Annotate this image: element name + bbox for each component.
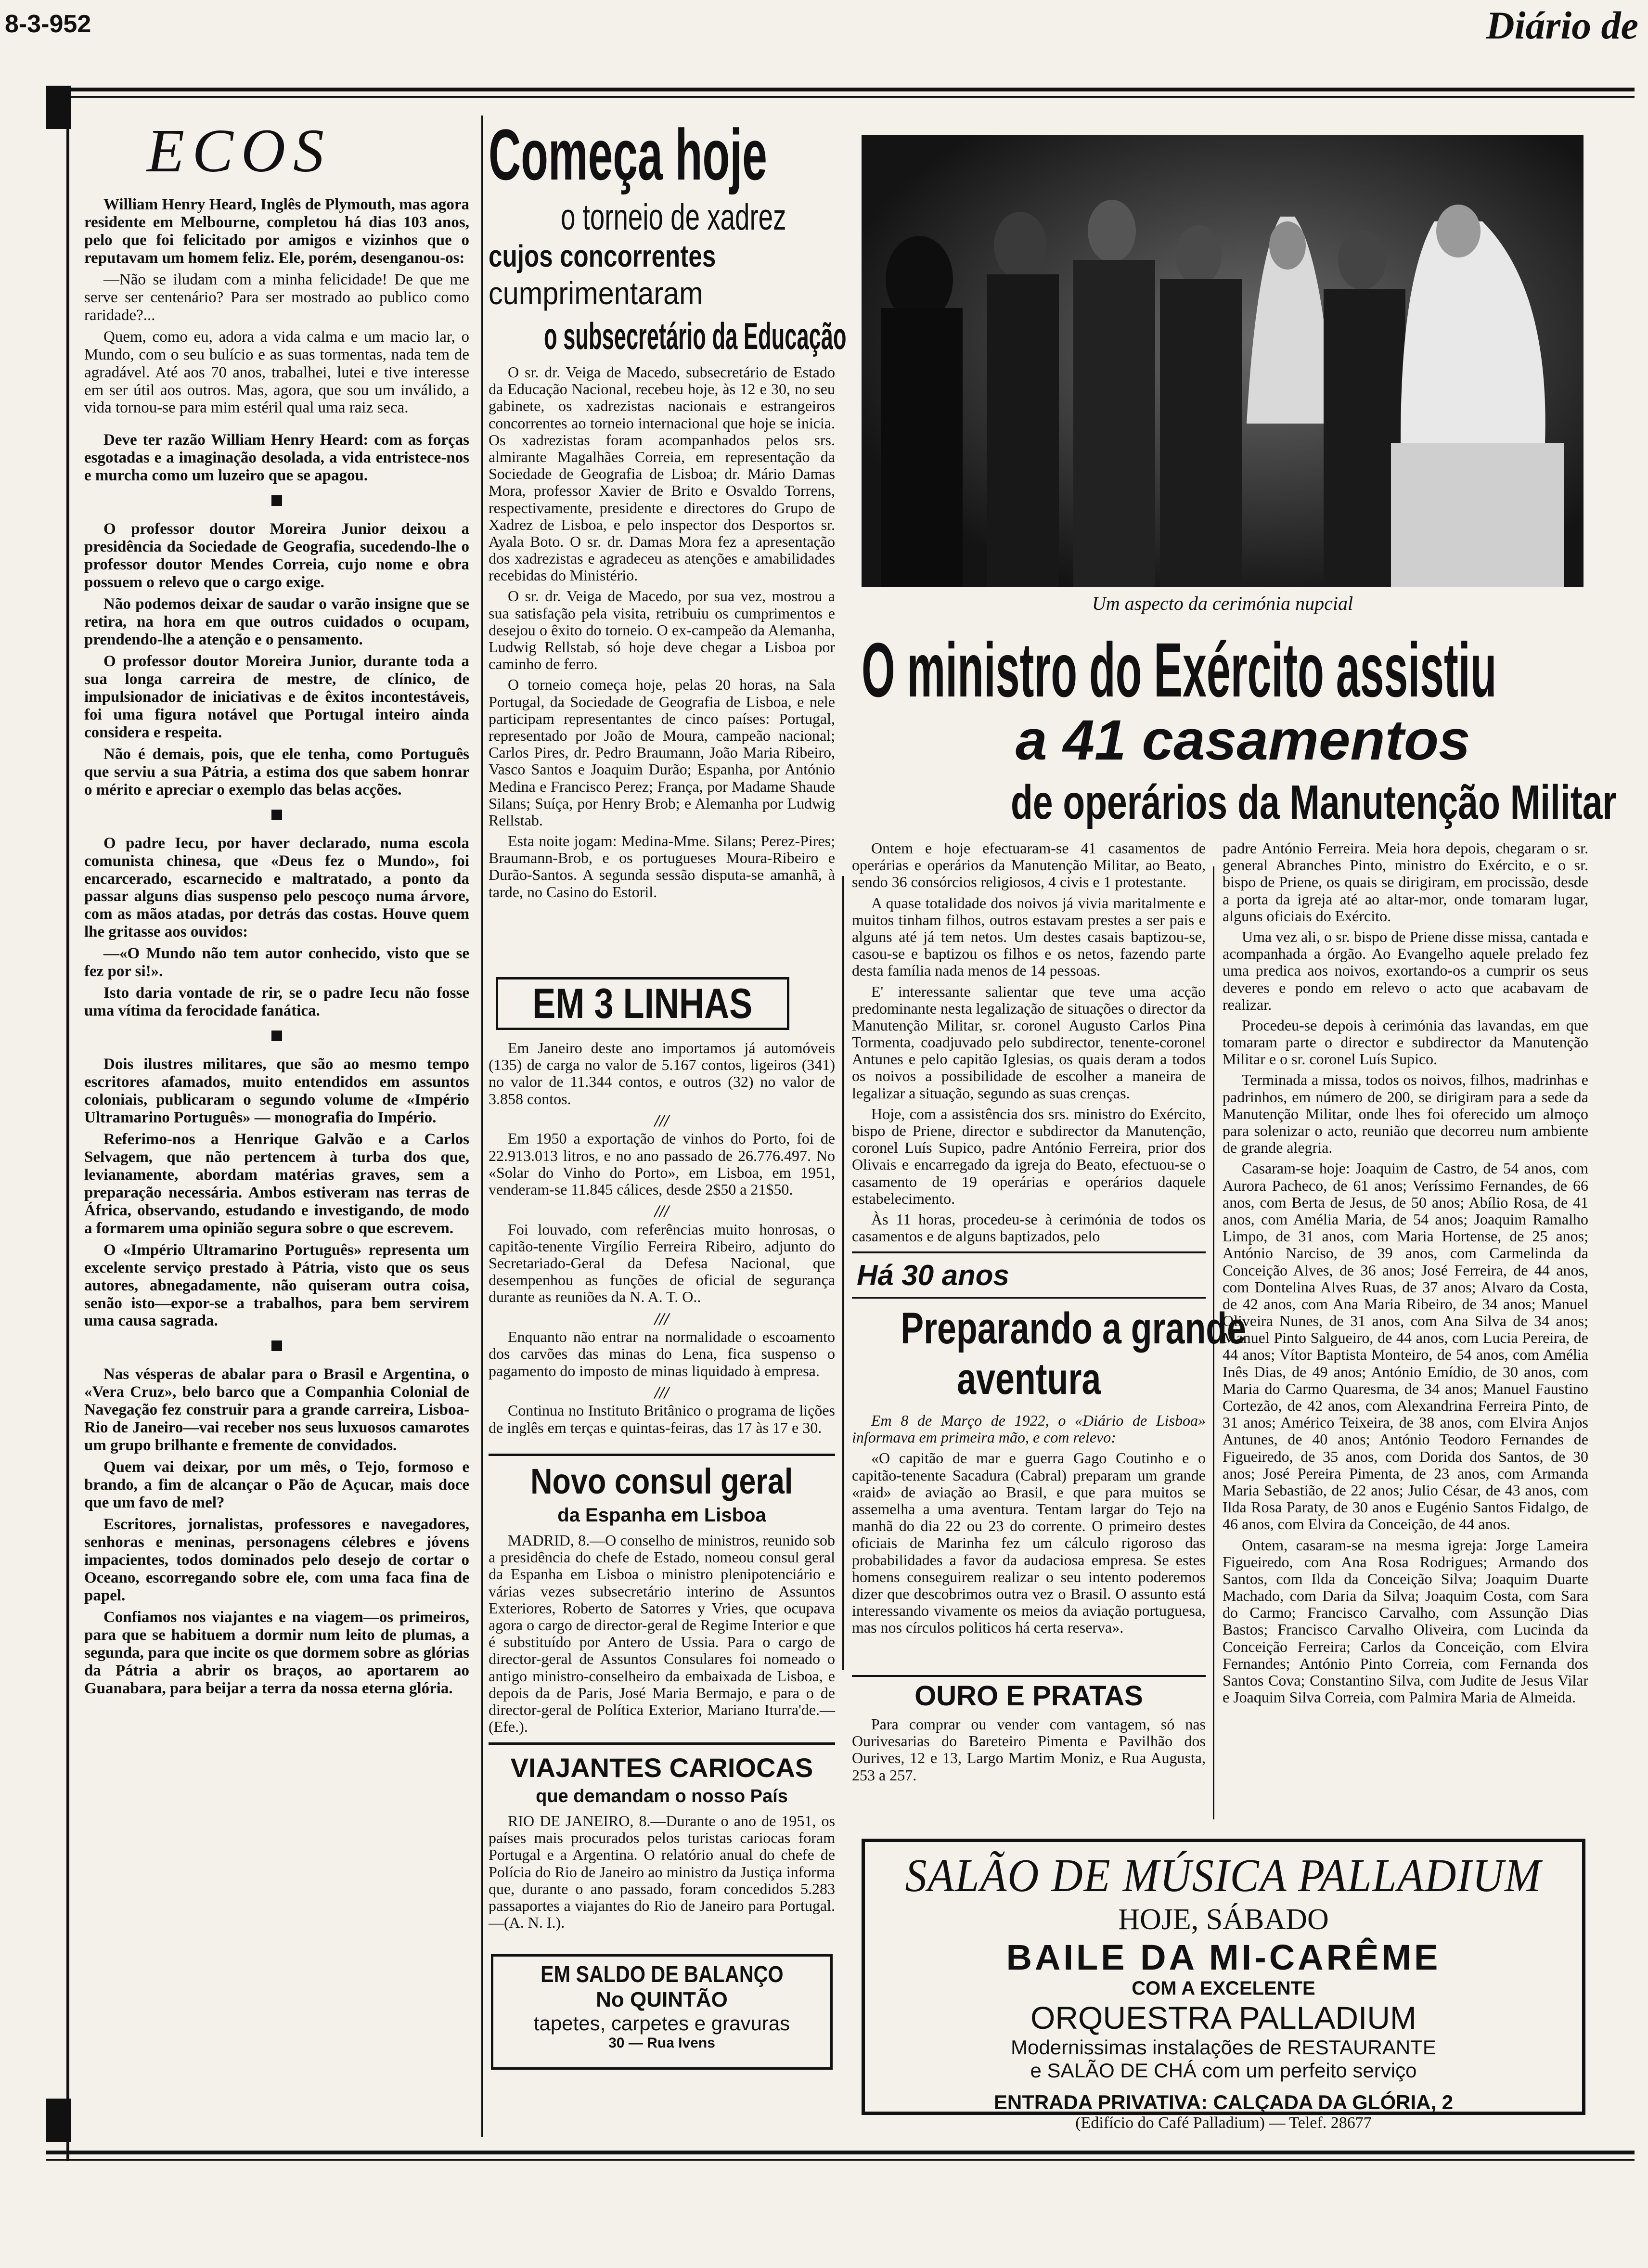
left-margin-bar-bottom xyxy=(46,2099,71,2142)
ecos-title: ECOS xyxy=(147,116,332,185)
ha30-kicker-rule xyxy=(852,1297,1206,1299)
ecos-text xyxy=(84,196,469,1698)
ecos-paragraph: Dois ilustres militares, que são ao mesmo tempo escritores afamados, muito entendidos em assuntos coloniais, publicaram o segundo volume de «Império Ultramarino Português» — monografia do Império. xyxy=(84,1056,469,1126)
ecos-paragraph: O padre Iecu, por haver declarado, numa escola comunista chinesa, que «Deus fez o Mundo», foi encarcerado, escarnecido e maltratado, a ponto da passar alguns dias suspenso pelo pescoço numa árvore, com as mãos atadas, por detrás das costas. Houve quem lhe gritasse aos ouvidos: xyxy=(84,834,469,941)
cariocas-headline: VIAJANTES CARIOCAS xyxy=(510,1753,813,1783)
photo-caption: Um aspecto da cerimónia nupcial xyxy=(1092,593,1353,614)
em-3-linhas-title-box xyxy=(496,977,789,1030)
casamentos-text-col1 xyxy=(852,840,1206,1245)
left-margin-line xyxy=(66,91,69,2161)
linhas-paragraph: Continua no Instituto Britânico o programa de lições de inglês em terças e quintas-feiras, das 17 às 17 e 30. xyxy=(489,1402,835,1436)
ecos-paragraph: —Não se iludam com a minha felicidade! De que me serve ser centenário? Para ser mostrado ao publico como raridade?... xyxy=(84,271,469,324)
casamentos-headline-1: O ministro do Exército assistiu xyxy=(862,627,1497,713)
ha30-headline-1: Preparando a grande xyxy=(901,1304,1247,1353)
column-divider-2 xyxy=(842,876,844,1670)
consul-top-rule xyxy=(489,1454,835,1456)
ecos-paragraph: O professor doutor Moreira Junior deixou a presidência da Sociedade de Geografia, sucedendo-lhe o professor doutor Mendes Correia, cujo nome e obra possuem o relevo que o cargo exige. xyxy=(84,520,469,592)
page-date: 8-3-952 xyxy=(5,10,91,38)
linhas-separator: /// xyxy=(654,1201,669,1221)
top-rule-thin xyxy=(46,96,1635,98)
casamentos-paragraph: Ontem, casaram-se na mesma igreja: Jorge Lameira Figueiredo, com Ana Rosa Rodrigues; Armando dos Santos, com Ilda da Conceição Silva; Joaquim Duarte Machado, com Daria da Silva; Joaquim Costa, com Sara do Carmo; Francisco Carvalho, com Assunção Dias Bastos; Francisco Carvalho Oliveira, com Lucinda da Conceição Ferreira; Carlos da Conceição, com Elvira Fernandes; António Pinto Correia, com Fernanda dos Santos Cova; Constantino Silva, com Judite de Jesus Vilar e Joaquim Silva Correia, com Palmira Maria de Almeida. xyxy=(1223,1536,1588,1706)
saldo-line-2: No QUINTÃO xyxy=(596,1988,728,2011)
casamentos-headline-3: de operários da Manutenção Militar xyxy=(1011,775,1617,829)
em-3-linhas-text xyxy=(489,1040,835,1436)
linhas-separator: /// xyxy=(654,1382,669,1402)
ecos-paragraph: Não é demais, pois, que ele tenha, como Português que serviu a sua Pátria, a estima dos que sabem honrar o mérito e apreciar o exemplo das belas acções. xyxy=(84,745,469,799)
ouro-text xyxy=(852,1716,1206,1784)
ouro-paragraph: Para comprar ou vender com vantagem, só nas Ourivesarias do Bareteiro Pimenta e Pavilhão dos Ourives, 12 e 13, Largo Martim Moniz, e Rua Augusta, 253 a 257. xyxy=(852,1715,1206,1784)
xadrez-headline-4: cumprimentaram xyxy=(489,275,703,311)
consul-paragraph: MADRID, 8.—O conselho de ministros, reunido sob a presidência do chefe de Estado, nomeou consul geral da Espanha em Lisboa o ministro plenipotenciário e várias vezes subsecretário interino de Assuntos Exteriores, Roberto de Satorres y Vries, que ocupava agora o cargo de director-geral de Regime Interior e que é substituído por Antero de Ussia. Para o cargo de director-geral de Assuntos Consulares foi nomeado o antigo ministro-conselheiro da embaixada de Lisboa, e depois da de Paris, José Maria Bermajo, e para o de director-geral de Política Exterior, Mariano Iturra'de.—(Efe.). xyxy=(489,1532,835,1736)
cariocas-subheadline: que demandam o nosso País xyxy=(536,1786,788,1806)
ecos-paragraph: Quem vai deixar, por um mês, o Tejo, formoso e brando, a fim de alcançar o Pão de Açucar, mais doce que um favo de mel? xyxy=(84,1458,469,1512)
ecos-paragraph: William Henry Heard, Inglês de Plymouth, mas agora residente em Melbourne, completou há dias 103 anos, pelo que foi felicitado por amigos e vizinhos que o reputavam um homem feliz. Ele, porém, desenganou-os: xyxy=(84,196,469,267)
separator-dot-icon xyxy=(271,1340,282,1351)
casamentos-paragraph: A quase totalidade dos noivos já vivia maritalmente e muitos tinham filhos, outros estavam prestes a ser pais e alguns até já tem netos. Um destes casais baptizou-se, casou-se e baptizou os filhos e os netos, fazendo parte desta família nada menos de 14 pessoas. xyxy=(852,894,1206,979)
ecos-paragraph: O professor doutor Moreira Junior, durante toda a sua longa carreira de mestre, de clínico, de impulsionador de iniciativas e de êxitos incontestáveis, foi uma figura notável que Portugal inteiro ainda considera e respeita. xyxy=(84,652,469,741)
bottom-rule-thick xyxy=(46,2151,1635,2154)
ha30-top-rule xyxy=(852,1251,1206,1253)
ecos-paragraph: Deve ter razão William Henry Heard: com as forças esgotadas e a imaginação desolada, a vida entristece-nos e murcha como um luzeiro que se apagou. xyxy=(84,431,469,485)
xadrez-text xyxy=(489,364,835,901)
palladium-line-4: COM A EXCELENTE xyxy=(1132,1978,1315,1999)
linhas-separator: /// xyxy=(654,1110,669,1130)
ecos-paragraph: Isto daria vontade de rir, se o padre Iecu não fosse uma vítima da ferocidade fanática. xyxy=(84,984,469,1020)
ecos-column xyxy=(84,116,469,2132)
cariocas-text xyxy=(489,1813,835,1931)
ha30-intro: Em 8 de Março de 1922, o «Diário de Lisboa» informava em primeira mão, e com relevo: xyxy=(852,1412,1206,1446)
saldo-line-4: 30 — Rua Ivens xyxy=(608,2035,715,2051)
ha30-article xyxy=(852,1259,1247,1673)
separator-dot-icon xyxy=(271,1031,282,1041)
ha30-headline-2: aventura xyxy=(956,1354,1101,1404)
column-divider-1 xyxy=(481,116,483,2137)
casamentos-paragraph: Terminada a missa, todos os noivos, filhos, madrinhas e padrinhos, em número de 200, se dirigiram para a sede da Manutenção Militar, onde lhes foi oferecido um almoço para solenizar o acto, reunião que decorreu num ambiente de grande alegria. xyxy=(1223,1071,1588,1157)
ecos-paragraph: Confiamos nos viajantes e na viagem—os primeiros, para que se habituem a dormir num leito de plumas, a segunda, para que incite os que dormem sobre as glórias da Pátria a abrir os braços, ao aportarem ao Guanabara, para beijar a terra da nossa eterna glória. xyxy=(84,1608,469,1697)
xadrez-paragraph: Esta noite jogam: Medina-Mme. Silans; Perez-Pires; Braumann-Brob, e os portugueses Moura-Ribeiro e Durão-Santos. A segunda sessão disputa-se amanhã, à tarde, no Casino do Estoril. xyxy=(489,832,835,901)
palladium-line-2: HOJE, SÁBADO xyxy=(1118,1903,1329,1936)
ouro-top-rule xyxy=(852,1675,1206,1677)
masthead: Diário de xyxy=(1486,3,1638,47)
casamentos-paragraph: Ontem e hoje efectuaram-se 41 casamentos de operárias e operários da Manutenção Militar, ao Beato, sendo 36 consórcios religiosos, 4 civis e 1 protestante. xyxy=(852,839,1206,891)
palladium-line-9: (Edifício do Café Palladium) — Telef. 28677 xyxy=(1075,2114,1372,2132)
xadrez-article xyxy=(489,113,847,979)
xadrez-headline-5: o subsecretário da Educação xyxy=(544,315,847,357)
palladium-line-5: ORQUESTRA PALLADIUM xyxy=(1030,2000,1416,2036)
ecos-paragraph: Quem, como eu, adora a vida calma e um macio lar, o Mundo, com o seu bulício e as suas tormentas, nada tem de agradável. Até aos 70 anos, trabalhei, lutei e tive interesse em ser útil aos outros. Mas, agora, que sou um inválido, a vida tornou-se para mim estéril qual uma raiz seca. xyxy=(84,328,469,417)
palladium-line-3: BAILE DA MI-CARÊME xyxy=(1006,1937,1441,1977)
cariocas-paragraph: RIO DE JANEIRO, 8.—Durante o ano de 1951, os países mais procurados pelos turistas cariocas foram Portugal e a Argentina. O relatório anual do chefe de Polícia do Rio de Janeiro ao ministro da Justiça informa que, durante o ano passado, foram concedidos 5.283 passaportes a viajantes do Rio de Janeiro para Portugal.—(A. N. I.). xyxy=(489,1812,835,1932)
xadrez-paragraph: O torneio começa hoje, pelas 20 horas, na Sala Portugal, da Sociedade de Geografia de Lisboa, e nele participam representantes de cinco países: Portugal, representado por João de Moura, campeão nacional; Carlos Pires, dr. Pedro Braumann, João Maria Ribeiro, Vasco Santos e Joaquim Durão; Espanha, por António Medina e Francisco Perez; França, por Madame Shaude Silans; Suíça, por Henry Brob; e Alemanha por Ludwig Rellstab. xyxy=(489,676,835,829)
linhas-paragraph: Em Janeiro deste ano importamos já automóveis (135) de carga no valor de 5.167 contos, ligeiros (341) no valor de 11.344 contos, e outros (32) no valor de 3.858 contos. xyxy=(489,1039,835,1108)
xadrez-paragraph: O sr. dr. Veiga de Macedo, subsecretário de Estado da Educação Nacional, recebeu hoje, às 12 e 30, no seu gabinete, os xadrezistas nacionais e estrangeiros concorrentes ao torneio internacional que hoje se inicia. Os xadrezistas foram acompanhados pelos srs. almirante Magalhães Correia, em representação da Sociedade de Geografia de Lisboa; dr. Mário Damas Mora, professor Xavier de Brito e Osvaldo Torrens, respectivamente, presidente e directores do Grupo de Xadrez de Lisboa, e pelo inspector dos Desportos sr. Ayala Boto. O sr. dr. Damas Mora fez a apresentação dos xadrezistas e agradeceu as atenções e amabilidades recebidas do Ministério. xyxy=(489,363,835,584)
separator-dot-icon xyxy=(271,810,282,820)
ha30-paragraph: «O capitão de mar e guerra Gago Coutinho e o capitão-tenente Sacadura (Cabral) preparam um grande «raid» de aviação ao Brasil, e que para muitos se assemelha a uma aventura. Tentam largar do Tejo na manhã do dia 22 ou 23 do corrente. O primeiro destes oficiais de Marinha fez um cálculo rigoroso das probabilidades a favor da audaciosa empresa. Se estes homens conseguirem realizar o seu intento poderemos dizer que descobrimos outra vez o Brasil. O assunto está interessando vivamente os meios da aviação portuguesa, mas nos círculos politicos há certa reserva». xyxy=(852,1449,1206,1637)
palladium-line-8: ENTRADA PRIVATIVA: CALÇADA DA GLÓRIA, 2 xyxy=(993,2091,1454,2113)
casamentos-text-col2 xyxy=(1223,840,1588,1706)
wedding-photo xyxy=(862,135,1584,587)
consul-subheadline: da Espanha em Lisboa xyxy=(557,1505,766,1526)
saldo-line-3: tapetes, carpetes e gravuras xyxy=(533,2012,790,2035)
ecos-paragraph: Escritores, jornalistas, professores e navegadores, senhoras e meninas, personagens célebres e jóvens impacientes, todos dominados pelo desejo de cortar o Oceano, escorregando sobre ele, com uma faca fina de papel. xyxy=(84,1516,469,1604)
casamentos-paragraph: Às 11 horas, procedeu-se à cerimónia de todos os casamentos e de alguns baptizados, pelo xyxy=(852,1210,1206,1245)
casamentos-article-col1 xyxy=(852,840,1206,1273)
linhas-paragraph: Em 1950 a exportação de vinhos do Porto, foi de 22.913.013 litros, e no ano passado de 26.776.497. No «Solar do Vinho do Porto», em Lisboa, em 1951, venderam-se 11.845 cálices, desde 2$50 a 21$50. xyxy=(489,1130,835,1198)
palladium-line-1: SALÃO DE MÚSICA PALLADIUM xyxy=(905,1850,1542,1902)
xadrez-headline-2: o torneio de xadrez xyxy=(561,197,786,238)
ha30-text xyxy=(852,1412,1206,1636)
casamentos-paragraph: Uma vez ali, o sr. bispo de Priene disse missa, cantada e acompanhada a órgão. Ao Evangelho aquele prelado fez uma predica aos noivos, exortando-os a cumprir os seus deveres e pondo em relevo o acto que acabavam de realizar. xyxy=(1223,928,1588,1013)
ecos-paragraph: —«O Mundo não tem autor conhecido, visto que se fez por si!». xyxy=(84,945,469,980)
consul-article xyxy=(489,1461,835,1740)
em-3-linhas-article xyxy=(489,1039,835,1436)
xadrez-paragraph: O sr. dr. Veiga de Macedo, por sua vez, mostrou a sua satisfação pela visita, retribuiu os cumprimentos e desejou o êxito do torneio. O ex-campeão da Alemanha, Ludwig Rellstab, só hoje deve chegar a Lisboa por caminho de ferro. xyxy=(489,587,835,673)
ouro-article xyxy=(852,1680,1206,1824)
casamentos-paragraph: padre António Ferreira. Meia hora depois, chegaram o sr. general Abranches Pinto, ministro do Exército, e o sr. bispo de Priene, os quais se dirigiram, em procissão, desde a porta da igreja até ao altar-mor, onde tomaram lugar, alguns oficiais do Exército. xyxy=(1223,839,1588,925)
casamentos-article-col2 xyxy=(1223,840,1588,1817)
palladium-line-7: e SALÃO DE CHÁ com um perfeito serviço xyxy=(1030,2059,1417,2082)
casamentos-paragraph: Casaram-se hoje: Joaquim de Castro, de 54 anos, com Aurora Pacheco, de 61 anos; Veríssimo Fernandes, de 66 anos, com Berta de Jesus, de 50 anos; Abílio Rosa, de 41 anos, com Amélia Maria, de 54 anos; Joaquim Ramalho Limpo, de 31 anos, com Maria Hortense, de 25 anos; António Narciso, de 39 anos, com Carmelinda da Conceição Alves, de 36 anos; José Ferreira, de 44 anos, com Dontelina Alves Ruas, de 37 anos; Alvaro da Costa, de 42 anos, com Ana Maria Ribeiro, de 34 anos; Manuel Oliveira Nunes, de 31 anos, com Ana Silva de 34 anos; Manuel Pinto Salgueiro, de 44 anos, com Lucia Pereira, de 44 anos; Vítor Baptista Monteiro, de 54 anos, com Amélia Inês Dias, de 49 anos; António Emídio, de 30 anos, com Maria do Carmo Quaresma, de 34 anos; Manuel Faustino Cortezão, de 42 anos, com Alexandrina Ferreira Pinto, de 31 anos; Américo Teixeira, de 38 anos, com Elvira Anjos Antunes, de 40 anos; António Teodoro Fernandes de Figueiredo, de 35 anos, com Dorida dos Santos, de 30 anos; José Pereira Pimenta, de 23 anos, com Armanda Maria Sebastião, de 22 anos; Julio César, de 43 anos, com Ilda Rosa Paraty, de 30 anos e Eugénio Santos Fidalgo, de 46 anos, com Elvira da Conceição, de 44 anos. xyxy=(1223,1160,1588,1533)
consul-headline: Novo consul geral xyxy=(530,1461,793,1501)
casamentos-paragraph: Hoje, com a assistência dos srs. ministro do Exército, bispo de Priene, director e subdirector da Manutenção, coronel Luís Supico, padre António Ferreira, prior dos Olivais e encarregado da igreja do Beato, efectuou-se o casamento de 19 operárias e operários daquele estabelecimento. xyxy=(852,1105,1206,1207)
palladium-line-6: Modernissimas instalações de RESTAURANTE xyxy=(1011,2036,1436,2059)
top-rule-thick xyxy=(46,88,1635,91)
saldo-line-1: EM SALDO DE BALANÇO xyxy=(540,1962,784,1987)
ouro-headline: OURO E PRATAS xyxy=(914,1680,1143,1712)
linhas-paragraph: Enquanto não entrar na normalidade o escoamento dos carvões das minas do Lena, fica suspenso o pagamento do imposto de minas liquidado à empresa. xyxy=(489,1328,835,1379)
xadrez-headline-3: cujos concorrentes xyxy=(489,239,716,273)
casamentos-paragraph: Procedeu-se depois à cerimónia das lavandas, em que tomaram parte o director e subdirector da Manutenção Militar e o sr. coronel Luís Supico. xyxy=(1223,1016,1588,1068)
ecos-paragraph: O «Império Ultramarino Português» representa um excelente serviço prestado à Pátria, visto que os seus autores, abnegadamente, não quiseram outra coisa, senão isto—expor-se a trabalhos, para bem servirem uma causa sagrada. xyxy=(84,1241,469,1330)
cariocas-top-rule xyxy=(489,1742,835,1745)
xadrez-headline-1: Começa hoje xyxy=(489,114,767,195)
bottom-rule-thin xyxy=(46,2159,1635,2161)
palladium-ad xyxy=(862,1839,1585,2132)
ecos-paragraph: Nas vésperas de abalar para o Brasil e Argentina, o «Vera Cruz», belo barco que a Companhia Colonial de Navegação fez construir para a grande carreira, Lisboa-Rio de Janeiro—vai receber nos seus luxuosos camarotes um grupo brilhante e fremente de convidados. xyxy=(84,1366,469,1455)
consul-text xyxy=(489,1532,835,1735)
casamentos-paragraph: E' interessante salientar que teve uma acção predominante nesta legalização de situações o director da Manutenção Militar, sr. coronel Augusto Carlos Pina Tormenta, coadjuvado pelo subdirector, tenente-coronel Antunes e pelo capitão Iglesias, os quais deram a todos os noivos a possibilidade de escolher a maneira de legalizar a situação, segundo as suas crenças. xyxy=(852,982,1206,1102)
linhas-separator: /// xyxy=(654,1309,669,1328)
ecos-paragraph: Não podemos deixar de saudar o varão insigne que se retira, na hora em que outros cuidados o ocupam, prendendo-lhe a atenção e o pensamento. xyxy=(84,595,469,649)
saldo-ad xyxy=(491,1954,833,2070)
wedding-photo-image xyxy=(862,135,1584,587)
casamentos-headline-2: a 41 casamentos xyxy=(1016,709,1470,772)
cariocas-article xyxy=(489,1752,835,1945)
ha30-kicker: Há 30 anos xyxy=(857,1259,1009,1291)
em-3-linhas-title: EM 3 LINHAS xyxy=(532,979,753,1027)
separator-dot-icon xyxy=(271,495,282,506)
linhas-paragraph: Foi louvado, com referências muito honrosas, o capitão-tenente Virgílio Ferreira Ribeiro, adjunto do Secretariado-Geral da Defesa Nacional, que desempenhou as funções de oficial de segurança durante as reuniões da N. A. T. O.. xyxy=(489,1220,835,1306)
ecos-paragraph: Referimo-nos a Henrique Galvão e a Carlos Selvagem, que não pertencem à turba dos que, levianamente, abordam matérias graves, sem a preparação necessária. Ambos estiveram nas terras de África, observando, estudando e investigando, de modo a formarem uma opinião segura sobre o que escrevem. xyxy=(84,1130,469,1237)
